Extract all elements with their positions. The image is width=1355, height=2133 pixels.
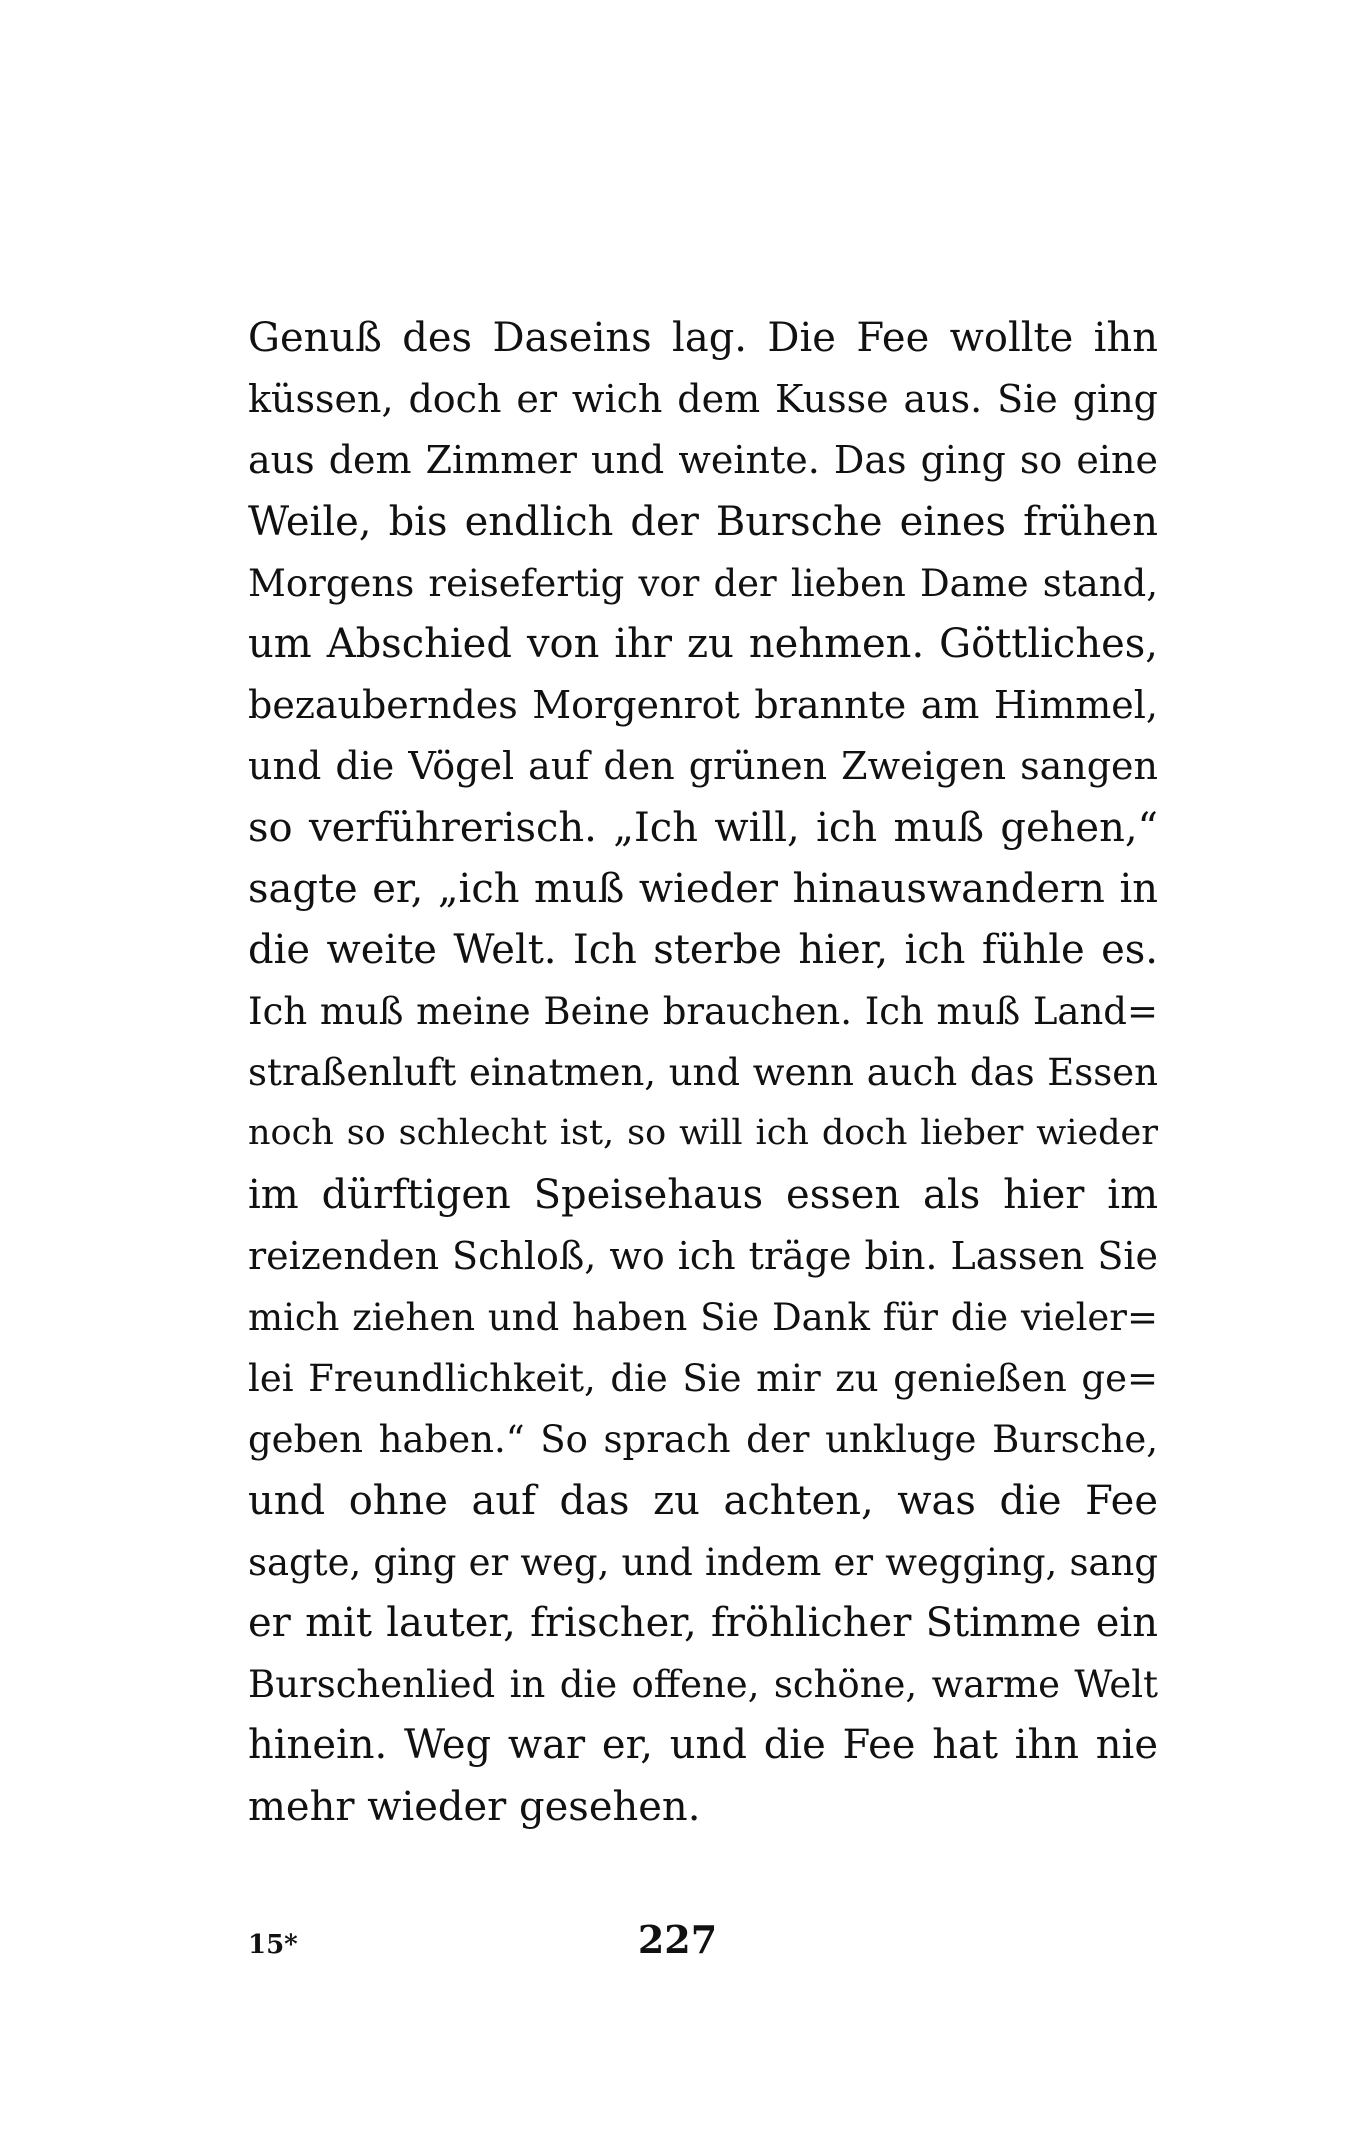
text-line: mich ziehen und haben Sie Dank für die vieler= [248, 1296, 1158, 1339]
text-line: die weite Welt. Ich sterbe hier, ich fühle es. [248, 926, 1158, 973]
text-line: sagte, ging er weg, und indem er wegging, sang [248, 1540, 1158, 1584]
body-text [248, 308, 1158, 1838]
text-line: lei Freundlichkeit, die Sie mir zu genießen ge= [248, 1357, 1158, 1401]
text-line: Weile, bis endlich der Bursche eines frühen [248, 498, 1158, 545]
text-line: Burschenlied in die offene, schöne, warme Welt [248, 1663, 1158, 1707]
text-line: Morgens reisefertig vor der lieben Dame stand, [248, 561, 1158, 605]
text-line: Genuß des Daseins lag. Die Fee wollte ihn [248, 315, 1158, 361]
text-line: so verführerisch. „Ich will, ich muß gehen,“ [248, 804, 1158, 851]
text-line: und die Vögel auf den grünen Zweigen sangen [248, 744, 1158, 789]
text-line: reizenden Schloß, wo ich träge bin. Lassen Sie [248, 1233, 1158, 1278]
signature-mark: 15* [248, 1930, 298, 1960]
text-line: küssen, doch er wich dem Kusse aus. Sie ging [248, 377, 1158, 422]
text-line: noch so schlecht ist, so will ich doch lieber wieder [248, 1113, 1158, 1154]
text-line: bezauberndes Morgenrot brannte am Himmel, [248, 683, 1158, 728]
page-number: 227 [637, 1917, 718, 1962]
text-line: hinein. Weg war er, und die Fee hat ihn nie [248, 1722, 1158, 1769]
text-line: sagte er, „ich muß wieder hinauswandern in [248, 865, 1158, 912]
text-line: um Abschied von ihr zu nehmen. Göttliches, [248, 620, 1158, 667]
text-line: mehr wieder gesehen. [248, 1783, 701, 1830]
text-line: geben haben.“ So sprach der unkluge Bursche, [248, 1418, 1158, 1462]
text-line: und ohne auf das zu achten, was die Fee [248, 1477, 1158, 1524]
text-line: im dürftigen Speisehaus essen als hier im [248, 1171, 1158, 1218]
text-line: straßenluft einatmen, und wenn auch das Essen [248, 1051, 1158, 1095]
text-line: Ich muß meine Beine brauchen. Ich muß Land= [248, 990, 1158, 1034]
text-line: er mit lauter, frischer, fröhlicher Stimme ein [248, 1599, 1158, 1646]
text-line: aus dem Zimmer und weinte. Das ging so eine [248, 438, 1158, 483]
